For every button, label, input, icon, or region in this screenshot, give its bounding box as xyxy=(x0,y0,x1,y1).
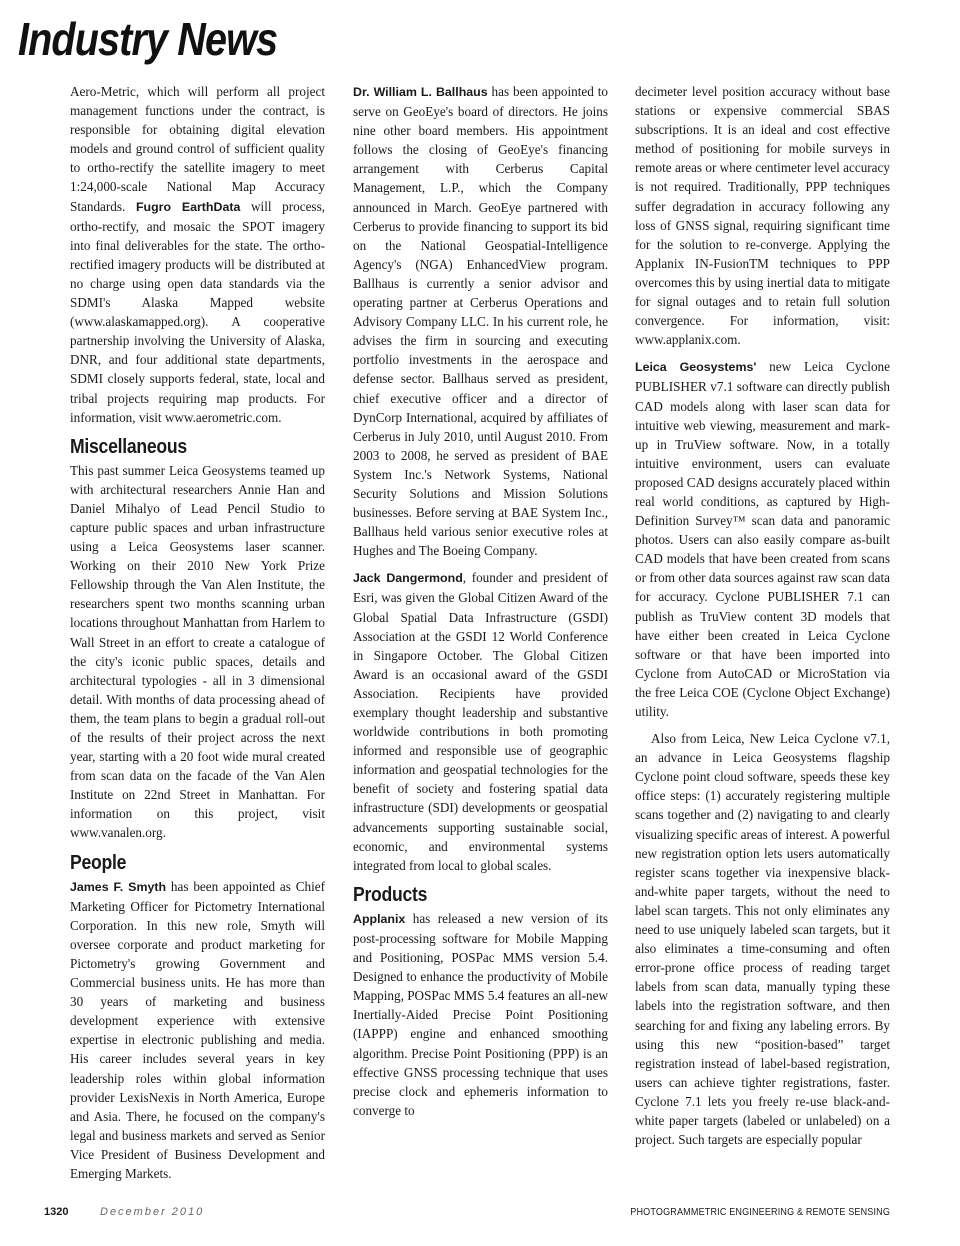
heading-people: People xyxy=(70,851,127,874)
paragraph-leica-publisher: Leica Geosystems' new Leica Cyclone PUBLISHER v7.1 software can directly publish CAD models along with laser scan data for intuitive web viewing, measurement and mark-up in TruView software. Now, in a totally intuitive environment, users can evaluate proposed CAD designs accurately placed within real world conditions, as captured by High-Definition Survey™ scan data and panoramic photos. Users can also easily compare as-built CAD models that have been created from scans or from other data sources against raw scan data for accuracy. Cyclone PUBLISHER 7.1 can publish as TruView content 3D models that have either been created in Leica Cyclone software or that have been imported into Cyclone from AutoCAD or MicroStation via the free Leica COE (Cyclone Object Exchange) utility. xyxy=(635,359,890,719)
column-1 xyxy=(70,82,325,1191)
person-name: Jack Dangermond xyxy=(353,571,463,586)
paragraph-applanix: Applanix has released a new version of its post-processing software for Mobile Mapping and Positioning, POSPac MMS version 5.4. Designed to enhance the productivity of Mobile Mapping, POSPac MMS 5.4 features an all-new Inertially-Aided Precise Point Positioning (IAPPP) engine and enhanced smoothing algorithm. Precise Point Positioning (PPP) is an effective GNSS processing technique that uses precise clock and ephemeris information to converge to xyxy=(353,910,608,1118)
paragraph-dangermond: Jack Dangermond, founder and president of Esri, was given the Global Citizen Award of the Global Spatial Data Infrastructure (GSDI) Association at the GSDI 12 World Conference in Singapore October. The Global Citizen Award is an occasional award of the GSDI Association. Recipients have provided exemplary thought leadership and substantive worldwide contributions in both promoting informed and responsible use of geographic information and geospatial technologies for the benefit of society and fostering spatial data infrastructure (SDI) developments or geospatial advancements supporting sustainable social, economic, and environmental systems integrated from local to global scales. xyxy=(353,570,608,873)
heading-miscellaneous: Miscellaneous xyxy=(70,435,187,458)
section-masthead: Industry News xyxy=(18,13,278,65)
page-number: 1320 xyxy=(44,1206,69,1218)
company-name: Fugro EarthData xyxy=(135,199,241,214)
column-2 xyxy=(353,82,608,1128)
person-name: James F. Smyth xyxy=(70,879,167,894)
paragraph-smyth: James F. Smyth has been appointed as Chief Marketing Officer for Pictometry International Corporation. In this new role, Smyth will oversee corporate and product marketing for Pictometry's growing Government and Commercial business units. He has more than 30 years of marketing and business development experience with extensive expertise in electronic publishing and media. His career includes several years in key leadership roles within global information provider LexisNexis in North America, Europe and Asia. There, he focused on the company's legal and business markets and served as Senior Vice President of Business Development and Emerging Markets. xyxy=(70,878,326,1181)
company-name: Leica Geosystems' xyxy=(635,360,757,375)
paragraph-applanix-cont: decimeter level position accuracy without base stations or expensive commercial SBAS subscriptions. It is an ideal and cost effective method of positioning for mobile surveys in remote areas or where centimeter level accuracy is not required. Traditionally, PPP techniques suffer degradation in accuracy following any loss of GNSS signal, requiring significant time for the solution to re-converge. Applying the Applanix IN-FusionTM techniques to PPP overcomes this by using inertial data to mitigate for signal outages and to retain full solution convergence. For information, visit: www.applanix.com. xyxy=(635,84,890,348)
person-name: Dr. William L. Ballhaus xyxy=(353,85,488,99)
issue-date: December 2010 xyxy=(100,1206,205,1218)
column-3 xyxy=(635,82,890,1157)
paragraph-ballhaus: Dr. William L. Ballhaus has been appointed to serve on GeoEye's board of directors. He joins nine other board members. His appointment follows the closing of GeoEye's financing arrangement with Cerberus Capital Management, L.P., which the Company announced in March. GeoEye partnered with Cerberus to provide financing to support its bid on the National Geospatial-Intelligence Agency's (NGA) EnhancedView program. Ballhaus is currently a senior advisor and operating partner at Cerberus Operations and Advisory Company LLC. In his current role, he advises the firm in sourcing and executing portfolio investments in the aerospace and defense sector. Ballhaus served as president, chief executive officer and a director of DynCorp International, acquired by affiliates of Cerberus in July 2010, until August 2010. From 2003 to 2008, he served as president of BAE System Inc.'s Network Systems, National Security Solutions and Mission Solutions businesses. Before serving at BAE System Inc., Ballhaus held various senior executive roles at Hughes and The Boeing Company. xyxy=(353,84,609,559)
paragraph-aerometric: Aero-Metric, which will perform all project management functions under the contract, is responsible for obtaining digital elevation models and ground control of sufficient quality to ortho-rectify the satellite imagery to meet 1:24,000-scale National Map Accuracy Standards. Fugro EarthData will process, ortho-rectify, and mosaic the SPOT imagery into final deliverables for the state. The ortho-rectified imagery products will be distributed at no charge using open data standards via the SDMI's Alaska Mapped website (www.alaskamapped.org). A cooperative partnership involving the University of Alaska, DNR, and four additional state departments, SDMI closely supports federal, state, local and tribal projects requiring map products. For information, visit www.aerometric.com. xyxy=(70,84,325,425)
paragraph-leica-cyclone: Also from Leica, New Leica Cyclone v7.1, an advance in Leica Geosystems flagship Cyclone point cloud software, speeds these key office steps: (1) accurately registering multiple scans together and (2) navigating to and clearly visualizing specific areas of interest. A powerful new registration option lets users automatically register scans together via inexpensive black-and-white paper targets, without the need to label scan targets. This not only eliminates any need to use uniquely labeled scan targets, but it also eliminates a time-consuming and often error-prone office process of reading target labels from scan data, manually typing these labels into the registration software, and then searching for and fixing any labeling errors. By using this new “position-based” target registration instead of label-based registration, users can achieve tighter registrations, faster. Cyclone 7.1 lets you freely re-use black-and-white paper targets (labeled or unlabeled) on a project. Such targets are especially popular xyxy=(635,731,890,1148)
heading-products: Products xyxy=(353,883,428,906)
paragraph-leica-nyc: This past summer Leica Geosystems teamed up with architectural researchers Annie Han and Daniel Mihalyo of Lead Pencil Studio to capture public spaces and urban infrastructure using a Leica Geosystems laser scanner. Working on their 2010 New York Prize Fellowship through the Van Alen Institute, the researchers spent two months scanning urban locations throughout Manhattan from Harlem to Wall Street in an effort to create a catalogue of the city's iconic public spaces, details and architectural typologies - all in 3 dimensional detail. With months of data processing ahead of them, the team plans to begin a gradual roll-out of the results of their project across the next year, starting with a 20 foot wide mural created from scan data on the facade of the Van Alen Institute on 22nd Street in Manhattan. For information on this project, visit www.vanalen.org. xyxy=(70,462,325,841)
journal-title: PHOTOGRAMMETRIC ENGINEERING & REMOTE SENSING xyxy=(630,1206,890,1218)
company-name: Applanix xyxy=(353,911,406,926)
